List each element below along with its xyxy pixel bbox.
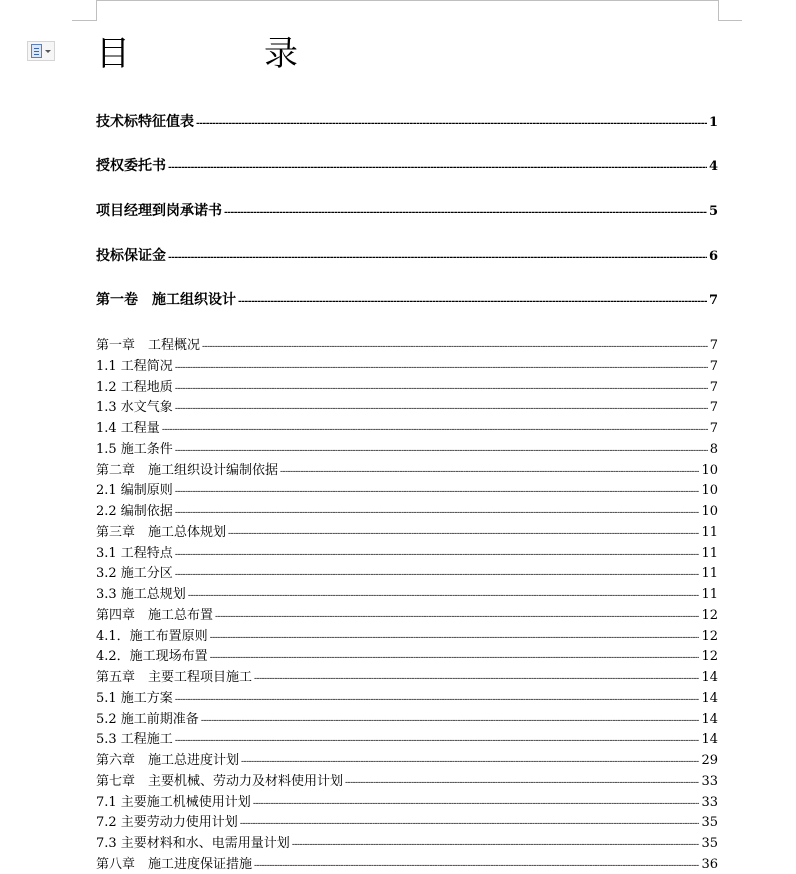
toc-entry-page-number: 10 bbox=[701, 504, 718, 519]
toc-entry[interactable] bbox=[96, 376, 718, 397]
toc-entry-label: 3.2 施工分区 bbox=[96, 566, 173, 582]
toc-entry[interactable] bbox=[96, 479, 718, 500]
toc-entry[interactable] bbox=[96, 334, 718, 355]
toc-entry[interactable] bbox=[96, 289, 718, 309]
document-options-icon bbox=[31, 44, 42, 58]
toc-dot-leader bbox=[254, 674, 699, 684]
toc-entry-page-number: 7 bbox=[709, 338, 718, 353]
toc-entry[interactable] bbox=[96, 811, 718, 832]
toc-dot-leader bbox=[175, 384, 708, 394]
toc-entry-page-number: 14 bbox=[701, 670, 718, 685]
toc-entry[interactable] bbox=[96, 200, 718, 220]
toc-entry-label: 4.1．施工布置原则 bbox=[96, 628, 208, 644]
toc-entry-page-number: 33 bbox=[701, 794, 718, 810]
toc-entry-label: 第六章 施工总进度计划 bbox=[96, 753, 240, 768]
toc-entry-label: 5.2 施工前期准备 bbox=[96, 711, 199, 727]
toc-entry[interactable] bbox=[96, 155, 718, 175]
toc-entry[interactable] bbox=[96, 832, 718, 853]
toc-entry[interactable] bbox=[96, 604, 718, 625]
toc-entry-page-number: 7 bbox=[709, 358, 718, 374]
toc-entry-page-number: 11 bbox=[701, 587, 718, 602]
toc-entry-label: 1.4 工程量 bbox=[96, 421, 160, 436]
toc-entry[interactable] bbox=[96, 625, 718, 646]
toc-dot-leader bbox=[175, 404, 708, 414]
toc-dot-leader bbox=[224, 208, 707, 218]
toc-entry-label: 第七章 主要机械、劳动力及材料使用计划 bbox=[96, 773, 344, 789]
toc-dot-leader bbox=[168, 253, 707, 263]
toc-entry-label: 3.1 工程特点 bbox=[96, 545, 173, 561]
toc-entry-label: 第一卷 施工组织设计 bbox=[96, 292, 236, 308]
toc-entry-label: 1.5 施工条件 bbox=[96, 441, 173, 457]
toc-dot-leader bbox=[175, 508, 700, 518]
toc-entry[interactable] bbox=[96, 687, 718, 708]
toc-dot-leader bbox=[162, 425, 708, 435]
toc-dot-leader bbox=[175, 736, 700, 746]
toc-entry-label: 3.3 施工总规划 bbox=[96, 587, 186, 602]
toc-entry[interactable] bbox=[96, 708, 718, 729]
toc-entry[interactable] bbox=[96, 770, 718, 791]
toc-entry-label: 第五章 主要工程项目施工 bbox=[96, 670, 253, 685]
toc-dot-leader bbox=[228, 529, 699, 539]
toc-entry[interactable] bbox=[96, 728, 718, 749]
toc-dot-leader bbox=[202, 342, 708, 352]
toc-entry-page-number: 7 bbox=[709, 379, 718, 395]
toc-dot-leader bbox=[201, 716, 700, 726]
toc-dot-leader bbox=[175, 695, 700, 705]
margin-corner-top-left-h bbox=[72, 20, 96, 21]
toc-entry[interactable] bbox=[96, 666, 718, 687]
toc-dot-leader bbox=[175, 446, 708, 456]
toc-entry[interactable] bbox=[96, 749, 718, 770]
toc-entry-page-number: 14 bbox=[701, 690, 718, 706]
toc-entry-page-number: 12 bbox=[701, 628, 718, 644]
toc-entry-page-number: 36 bbox=[701, 856, 718, 872]
toc-dot-leader bbox=[175, 487, 700, 497]
toc-entry[interactable] bbox=[96, 521, 718, 542]
toc-entry-label: 授权委托书 bbox=[96, 158, 166, 174]
toc-entry-label: 项目经理到岗承诺书 bbox=[96, 203, 222, 219]
document-options-button[interactable] bbox=[27, 41, 55, 61]
toc-dot-leader bbox=[168, 163, 707, 173]
toc-entry-label: 2.1 编制原则 bbox=[96, 483, 173, 499]
page-title: 目 录 bbox=[96, 34, 348, 74]
toc-entry-page-number: 1 bbox=[708, 115, 718, 130]
toc-entry-page-number: 8 bbox=[709, 441, 718, 457]
toc-dot-leader bbox=[210, 653, 700, 663]
toc-entry-label: 5.1 施工方案 bbox=[96, 690, 173, 706]
toc-entry-label: 2.2 编制依据 bbox=[96, 504, 173, 519]
toc-entry-page-number: 12 bbox=[701, 607, 718, 623]
toc-entry[interactable] bbox=[96, 645, 718, 666]
toc-entry[interactable] bbox=[96, 459, 718, 480]
toc-entry[interactable] bbox=[96, 355, 718, 376]
toc-entry-page-number: 11 bbox=[701, 566, 718, 582]
toc-entry-label: 第三章 施工总体规划 bbox=[96, 524, 227, 540]
toc-entry-page-number: 10 bbox=[701, 483, 718, 499]
toc-entry-label: 技术标特征值表 bbox=[96, 114, 194, 130]
toc-dot-leader bbox=[215, 612, 699, 622]
toc-entry-label: 投标保证金 bbox=[96, 248, 166, 264]
toc-entry-page-number: 4 bbox=[708, 159, 718, 174]
margin-corner-top-right-v bbox=[718, 0, 719, 21]
toc-entry[interactable] bbox=[96, 853, 718, 874]
toc-entry[interactable] bbox=[96, 417, 718, 438]
toc-dot-leader bbox=[196, 119, 707, 129]
toc-entry-page-number: 7 bbox=[709, 421, 718, 436]
toc-entry-page-number: 14 bbox=[701, 711, 718, 727]
toc-entry-page-number: 7 bbox=[708, 293, 718, 308]
toc-entry-page-number: 10 bbox=[701, 462, 718, 478]
toc-entry-label: 第二章 施工组织设计编制依据 bbox=[96, 462, 279, 478]
toc-entry-label: 4.2．施工现场布置 bbox=[96, 649, 208, 665]
page-top-edge bbox=[96, 0, 718, 1]
toc-entry-label: 第八章 施工进度保证措施 bbox=[96, 856, 253, 872]
toc-entry[interactable] bbox=[96, 438, 718, 459]
chevron-down-icon[interactable] bbox=[45, 50, 51, 53]
toc-entry-label: 5.3 工程施工 bbox=[96, 732, 173, 748]
toc-entry-label: 1.1 工程简况 bbox=[96, 358, 173, 374]
toc-dot-leader bbox=[345, 778, 699, 788]
toc-entry-label: 7.2 主要劳动力使用计划 bbox=[96, 815, 238, 831]
toc-dot-leader bbox=[280, 467, 699, 477]
toc-entry-label: 第一章 工程概况 bbox=[96, 338, 201, 353]
toc-dot-leader bbox=[238, 297, 707, 307]
toc-dot-leader bbox=[210, 633, 700, 643]
toc-entry-label: 第四章 施工总布置 bbox=[96, 607, 214, 623]
toc-dot-leader bbox=[254, 861, 699, 871]
toc-entry[interactable] bbox=[96, 542, 718, 563]
toc-dot-leader bbox=[188, 591, 700, 601]
toc-entry-label: 1.2 工程地质 bbox=[96, 379, 173, 395]
toc-dot-leader bbox=[175, 570, 700, 580]
margin-corner-top-right-h bbox=[718, 20, 742, 21]
toc-entry[interactable] bbox=[96, 396, 718, 417]
toc-entry-label: 7.3 主要材料和水、电需用量计划 bbox=[96, 836, 290, 851]
toc-entry-page-number: 29 bbox=[701, 753, 718, 768]
toc-entry[interactable] bbox=[96, 111, 718, 131]
toc-dot-leader bbox=[175, 550, 700, 560]
toc-entry-page-number: 11 bbox=[701, 545, 718, 561]
toc-entry-label: 1.3 水文气象 bbox=[96, 400, 173, 416]
margin-corner-top-left-v bbox=[96, 0, 97, 21]
toc-dot-leader bbox=[292, 840, 700, 850]
toc-entry-page-number: 14 bbox=[701, 732, 718, 748]
toc-entry[interactable] bbox=[96, 791, 718, 812]
toc-entry-page-number: 5 bbox=[708, 204, 718, 219]
toc-entry[interactable] bbox=[96, 245, 718, 265]
toc-dot-leader bbox=[240, 819, 700, 829]
toc-entry-page-number: 12 bbox=[701, 649, 718, 665]
toc-entry-label: 7.1 主要施工机械使用计划 bbox=[96, 794, 251, 810]
toc-dot-leader bbox=[175, 363, 708, 373]
toc-entry-page-number: 33 bbox=[701, 773, 718, 789]
toc-entry-page-number: 35 bbox=[701, 836, 718, 851]
toc-entry[interactable] bbox=[96, 562, 718, 583]
toc-entry-page-number: 7 bbox=[709, 400, 718, 416]
toc-dot-leader bbox=[241, 757, 699, 767]
toc-entry-page-number: 6 bbox=[708, 249, 718, 264]
toc-entry-page-number: 11 bbox=[701, 524, 718, 540]
toc-entry[interactable] bbox=[96, 583, 718, 604]
toc-entry-page-number: 35 bbox=[701, 815, 718, 831]
toc-entry[interactable] bbox=[96, 500, 718, 521]
toc-dot-leader bbox=[253, 799, 700, 809]
